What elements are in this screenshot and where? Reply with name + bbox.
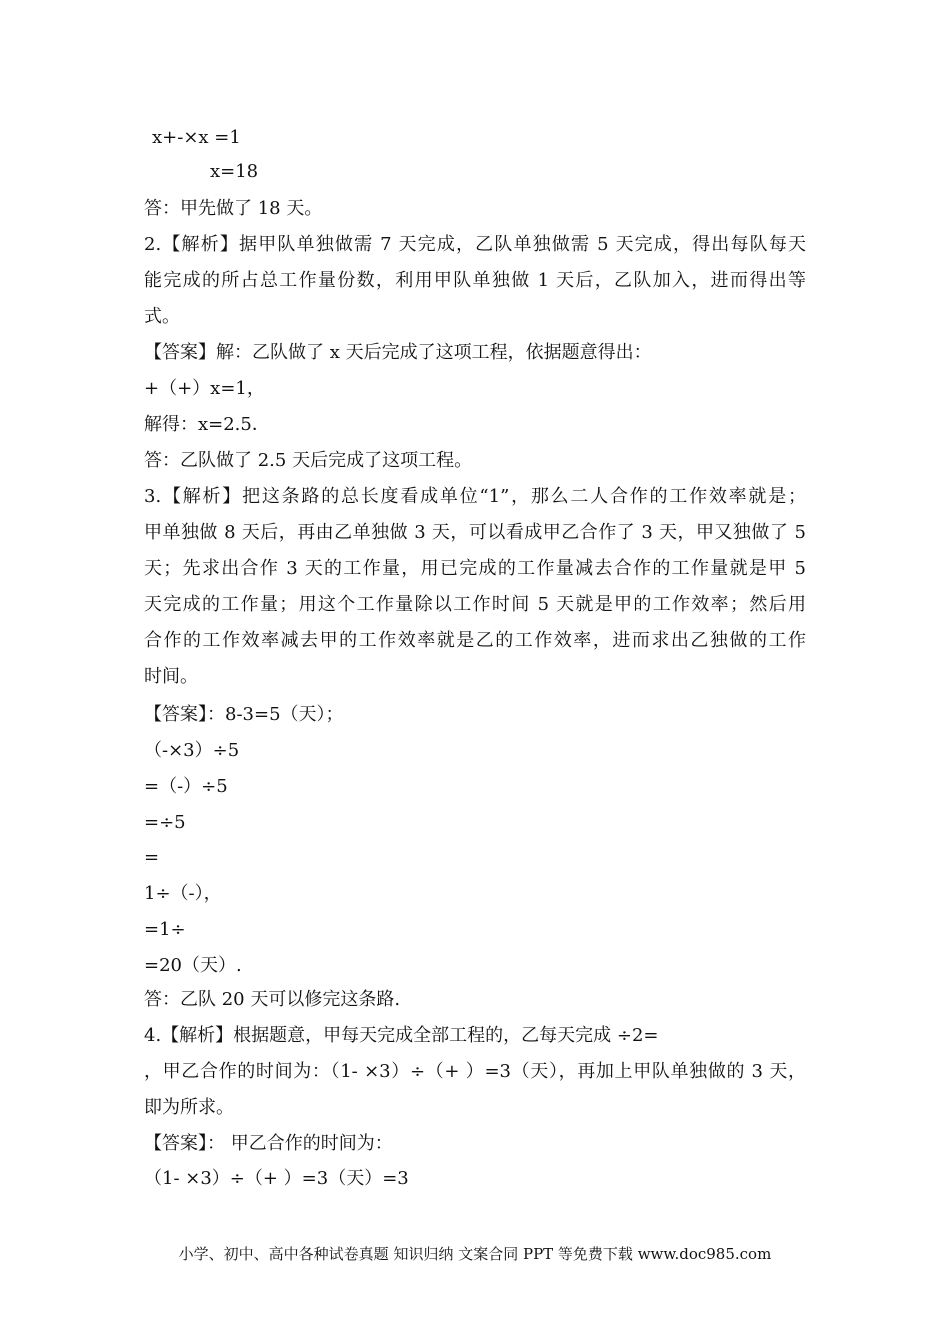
analysis-paragraph-line: 4.【解析】根据题意，甲每天完成全部工程的，乙每天完成 ÷2= xyxy=(144,1025,659,1046)
analysis-paragraph-line: 合作的工作效率减去甲的工作效率就是乙的工作效率，进而求出乙独做的工作 xyxy=(144,630,806,651)
equation-line: x=18 xyxy=(210,161,259,182)
analysis-paragraph-line: ，甲乙合作的时间为：（1- ×3）÷（+ ）=3（天），再加上甲队单独做的 3 天， xyxy=(144,1061,806,1082)
answer-line: 答：乙队做了 2.5 天后完成了这项工程。 xyxy=(144,450,473,471)
equation-line: 1÷（-）， xyxy=(144,883,222,904)
analysis-paragraph-line: 能完成的所占总工作量份数，利用甲队单独做 1 天后，乙队加入，进而得出等 xyxy=(144,270,806,291)
analysis-paragraph-line: 2.【解析】据甲队单独做需 7 天完成，乙队单独做需 5 天完成，得出每队每天 xyxy=(144,234,806,255)
equation-line: = xyxy=(144,847,160,868)
equation-line: =20（天）. xyxy=(144,955,242,976)
analysis-paragraph-line: 3.【解析】把这条路的总长度看成单位“1”，那么二人合作的工作效率就是； xyxy=(144,486,806,507)
solution-line: 解得：x=2.5． xyxy=(144,414,270,435)
analysis-paragraph-line: 甲单独做 8 天后，再由乙单独做 3 天，可以看成甲乙合作了 3 天，甲又独做了 5 xyxy=(144,522,806,543)
answer-line: 答：乙队 20 天可以修完这条路. xyxy=(144,989,401,1010)
analysis-paragraph-line: 式。 xyxy=(144,306,180,327)
analysis-paragraph-line: 天完成的工作量；用这个工作量除以工作时间 5 天就是甲的工作效率；然后用 xyxy=(144,594,806,615)
analysis-paragraph-line: 即为所求。 xyxy=(144,1097,234,1118)
equation-line: （1- ×3）÷（+ ）=3（天）=3 xyxy=(144,1168,409,1189)
equation-line: =1÷ xyxy=(144,919,186,940)
equation-line: （-×3）÷5 xyxy=(144,740,240,761)
equation-line: +（+）x=1， xyxy=(144,378,265,399)
equation-line: =（-）÷5 xyxy=(144,776,228,797)
equation-line: x+-×x =1 xyxy=(152,127,241,148)
answer-heading-line: 【答案】解：乙队做了 x 天后完成了这项工程，依据题意得出： xyxy=(144,342,652,363)
analysis-paragraph-line: 天；先求出合作 3 天的工作量，用已完成的工作量减去合作的工作量就是甲 5 xyxy=(144,558,806,579)
page-footer: 小学、初中、高中各种试卷真题 知识归纳 文案合同 PPT 等免费下载 www.doc985.com xyxy=(178,1245,772,1263)
answer-line: 答：甲先做了 18 天。 xyxy=(144,198,323,219)
analysis-paragraph-line: 时间。 xyxy=(144,666,198,687)
answer-heading-line: 【答案】：8-3=5（天）； xyxy=(144,704,344,725)
answer-heading-line: 【答案】： 甲乙合作的时间为： xyxy=(144,1133,393,1154)
equation-line: =÷5 xyxy=(144,812,186,833)
